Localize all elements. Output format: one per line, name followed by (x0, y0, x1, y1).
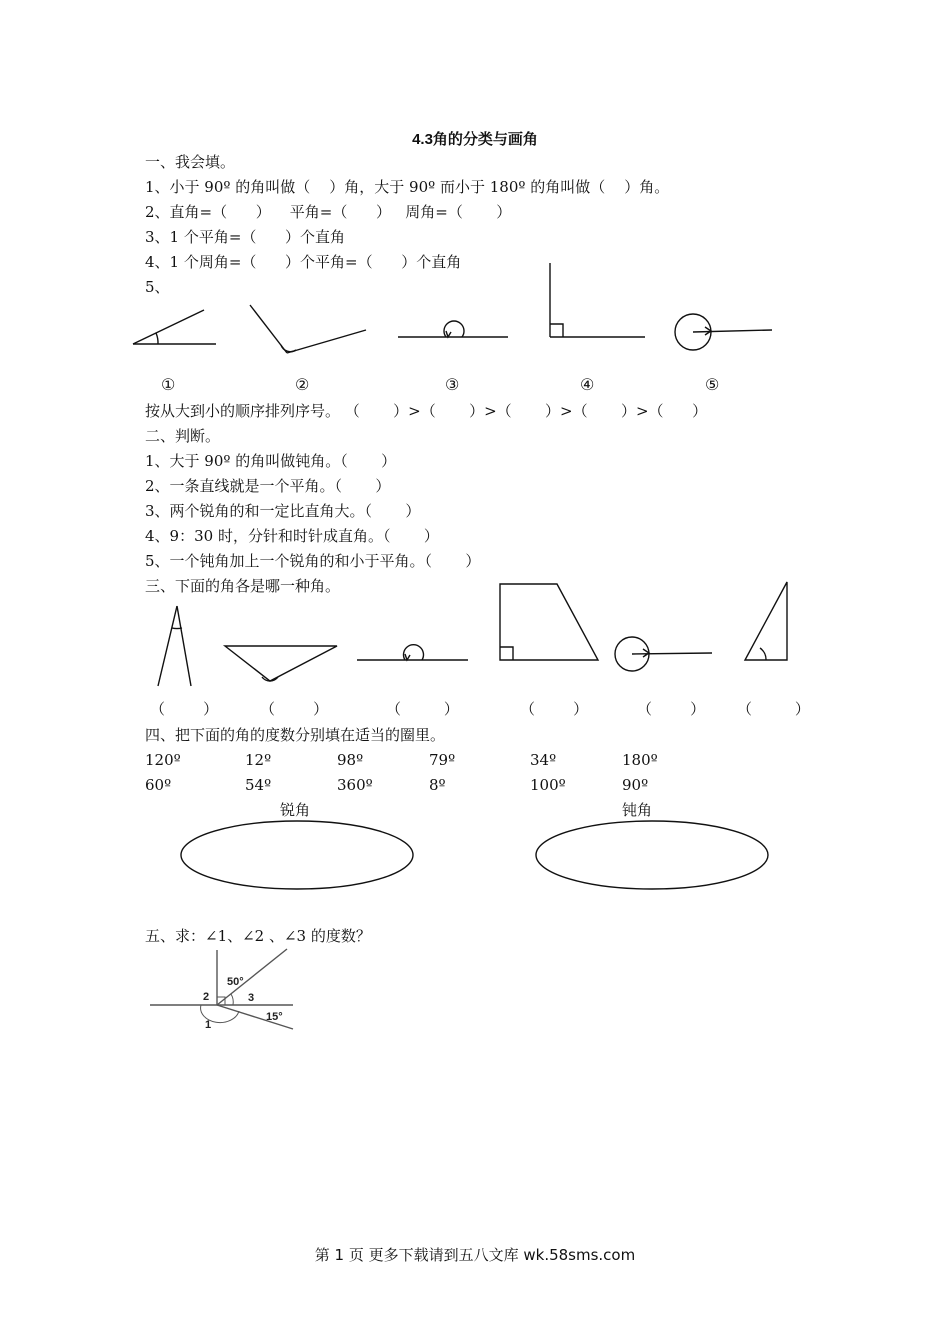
judge-item-1: 1、大于 90º 的角叫做钝角。（ ） (145, 452, 397, 470)
fig-trapezoid-right (500, 584, 598, 660)
section1-q3: 3、1 个平角=（ ）个直角 (145, 228, 346, 246)
section3-angle-figures (0, 578, 950, 688)
degree-value: 98º (337, 751, 364, 769)
label-50: 50° (227, 976, 244, 988)
section4-heading: 四、把下面的角的度数分别填在适当的圈里。 (145, 726, 446, 744)
label-2: 2 (203, 991, 210, 1003)
degree-value: 120º (145, 751, 181, 769)
section1-heading: 一、我会填。 (145, 153, 236, 171)
judge-item-2: 2、一条直线就是一个平角。（ ） (145, 477, 391, 495)
page-footer: 第 1 页 更多下载请到五八文库 wk.58sms.com (314, 1246, 636, 1264)
label-15: 15° (266, 1011, 283, 1023)
angle-1-acute-figure (133, 310, 216, 344)
page-title: 4.3角的分类与画角 (412, 131, 538, 148)
degree-value: 34º (530, 751, 557, 769)
angle-2-obtuse-figure (250, 305, 366, 353)
acute-label: 锐角 (280, 801, 311, 819)
degree-value: 60º (145, 776, 172, 794)
blank-1[interactable]: （ ） (150, 700, 219, 718)
section1-q5: 5、 (145, 278, 170, 296)
answer-ellipses (0, 820, 950, 900)
section3-heading: 三、下面的角各是哪一种角。 (145, 577, 341, 595)
degree-value: 90º (622, 776, 649, 794)
degree-value: 79º (429, 751, 456, 769)
degree-value: 8º (429, 776, 446, 794)
marker-1: ① (161, 375, 176, 394)
angle-4-right-figure (550, 263, 645, 337)
fig-acute-v (158, 606, 191, 686)
blank-2[interactable]: （ ） (260, 700, 329, 718)
obtuse-label: 钝角 (622, 801, 653, 819)
blank-4[interactable]: （ ） (520, 700, 589, 718)
order-question: 按从大到小的顺序排列序号。 （ ）>（ ）>（ ）>（ ）>（ ） (145, 402, 708, 420)
degree-value: 100º (530, 776, 566, 794)
blank-6[interactable]: （ ） (737, 700, 810, 718)
angle-5-full-figure (675, 314, 772, 350)
degree-value: 12º (245, 751, 272, 769)
marker-4: ④ (580, 375, 595, 394)
section1-q4: 4、1 个周角=（ ）个平角=（ ）个直角 (145, 253, 462, 271)
section1-q1: 1、小于 90º 的角叫做（ ）角，大于 90º 而小于 180º 的角叫做（ ）角。 (145, 178, 670, 196)
label-3: 3 (248, 992, 255, 1004)
fig-obtuse-triangle (225, 646, 337, 681)
blank-5[interactable]: （ ） (637, 700, 706, 718)
q5-angle-figures (0, 260, 950, 380)
marker-2: ② (295, 375, 310, 394)
angle-sum-figure (145, 945, 305, 1035)
fig-straight-angle (357, 645, 468, 660)
angle-3-straight-figure (398, 321, 508, 337)
degree-value: 180º (622, 751, 658, 769)
judge-item-5: 5、一个钝角加上一个锐角的和小于平角。（ ） (145, 552, 481, 570)
section2-heading: 二、判断。 (145, 427, 221, 445)
marker-3: ③ (445, 375, 460, 394)
label-1: 1 (205, 1019, 212, 1031)
judge-item-4: 4、9：30 时，分针和时针成直角。（ ） (145, 527, 439, 545)
section1-q2: 2、直角=（ ） 平角=（ ） 周角=（ ） (145, 203, 512, 221)
blank-3[interactable]: （ ） (386, 700, 459, 718)
degree-value: 360º (337, 776, 373, 794)
fig-full-angle (615, 637, 712, 671)
judge-item-3: 3、两个锐角的和一定比直角大。（ ） (145, 502, 421, 520)
acute-ellipse (181, 821, 413, 889)
obtuse-ellipse (536, 821, 768, 889)
section5-heading: 五、求：∠1、∠2 、∠3 的度数？ (145, 927, 371, 945)
degree-value: 54º (245, 776, 272, 794)
marker-5: ⑤ (705, 375, 720, 394)
fig-right-triangle (745, 582, 787, 660)
